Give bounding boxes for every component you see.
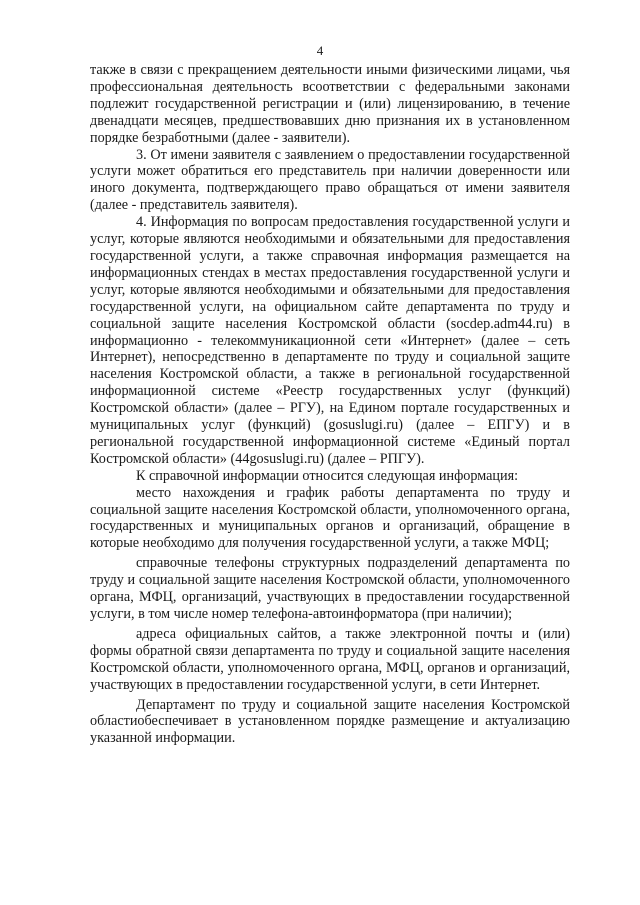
document-body xyxy=(90,62,570,747)
paragraph-4-information: 4. Информация по вопросам предоставления государственной услуги и услуг, которые являются необходимыми и обязательными для предоставления государственной услуги, а также справочная информация размещается на информационных стендах в местах предоставления государственной услуги и услуг, которые являются необходимыми и обязательными для предоставления государственной услуги, на официальном сайте департамента по труду и социальной защите населения Костромской области (socdep.adm44.ru) в информационно - телекоммуникационной сети «Интернет» (далее – сеть Интернет), непосредственно в департаменте по труду и социальной защите населения Костромской области, а также в региональной государственной информационной системе «Реестр государственных услуг (функций) Костромской области» (далее – РГУ), на Едином портале государственных и муниципальных услуг (функций) (gosuslugi.ru) (далее – ЕПГУ) и в региональной государственной информационной системе «Единый портал Костромской области» (44gosuslugi.ru) (далее – РПГУ). xyxy=(90,214,570,467)
paragraph-reference-info-intro: К справочной информации относится следующая информация: xyxy=(136,467,519,484)
paragraph-department-duty: Департамент по труду и социальной защите населения Костромской областиобеспечивает в установленном порядке размещение и актуализацию указанной информации. xyxy=(90,696,570,747)
paragraph-location-schedule: место нахождения и график работы департамента по труду и социальной защите населения Костромской области, уполномоченного органа, государственных и муниципальных органов и организаций, обращение в которые необходимо для получения государственной услуги, а также МФЦ; xyxy=(90,484,570,552)
paragraph-phones: справочные телефоны структурных подразделений департамента по труду и социальной защите населения Костромской области, уполномоченного органа, МФЦ, организаций, участвующих в предоставлении государственной услуги, в том числе номер телефона-автоинформатора (при наличии); xyxy=(90,555,570,622)
paragraph-websites: адреса официальных сайтов, а также электронной почты и (или) формы обратной связи департамента по труду и социальной защите населения Костромской области, уполномоченного органа, МФЦ, органов и организаций, участвующих в предоставлении государственной услуги, в сети Интернет. xyxy=(90,625,570,693)
paragraph-3-representative: 3. От имени заявителя с заявлением о предоставлении государственной услуги может обратиться его представитель при наличии доверенности или иного документа, подтверждающего право обращаться от имени заявителя (далее - представитель заявителя). xyxy=(90,146,570,214)
paragraph-applicants-continuation: также в связи с прекращением деятельности иными физическими лицами, чья профессиональная деятельность всоответствии с федеральными законами подлежит государственной регистрации и (или) лицензированию, в течение двенадцати месяцев, предшествовавших дню признания их в установленном порядке безработными (далее - заявители). xyxy=(90,62,570,146)
page-number: 4 xyxy=(316,43,324,58)
